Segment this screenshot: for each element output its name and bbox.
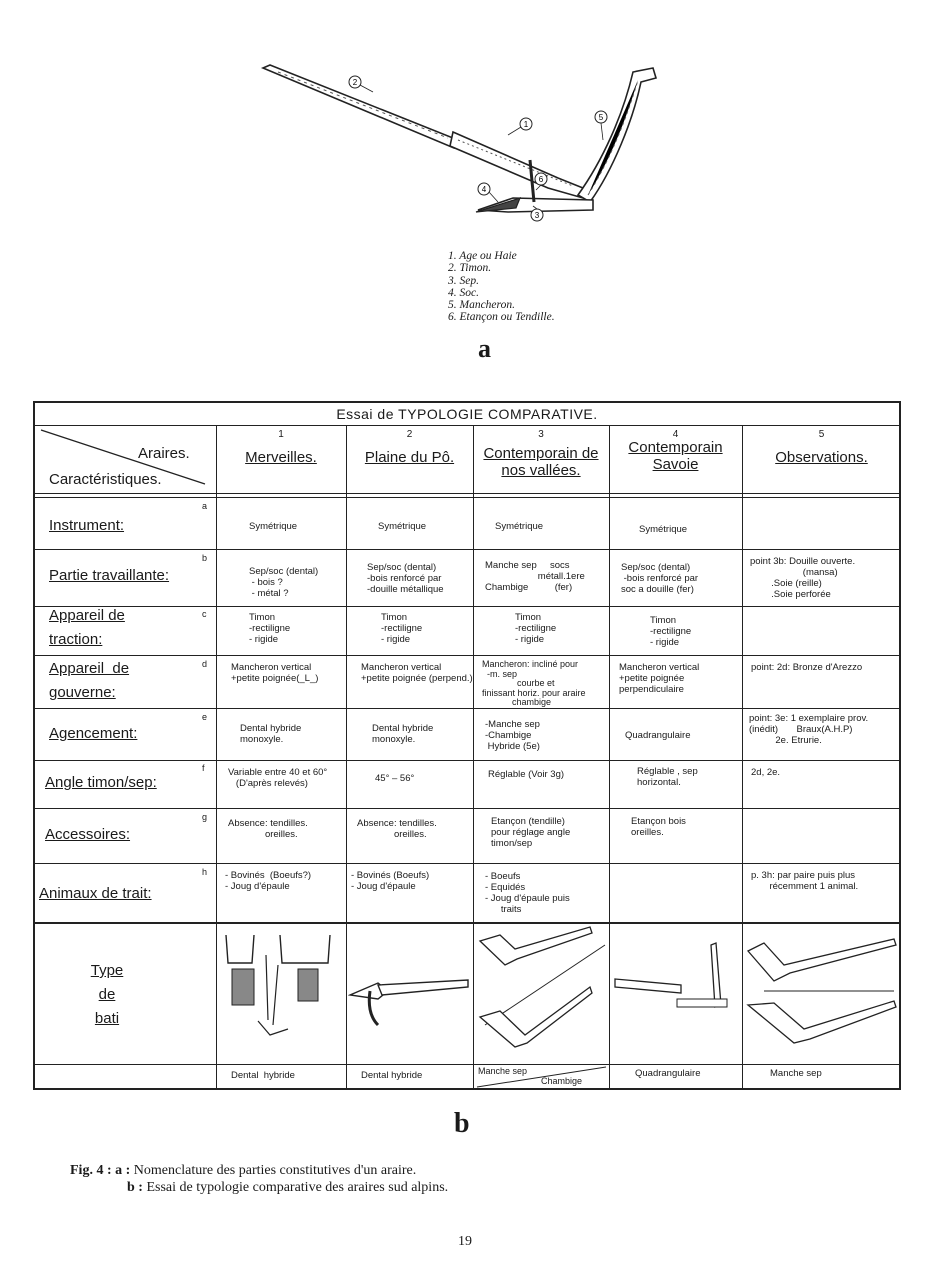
callout-1: 1: [523, 120, 529, 129]
cell: Mancheron vertical +petite poignée (perpend.): [361, 662, 473, 684]
footer-cell: Dental hybride: [231, 1070, 295, 1081]
cell: Timon -rectiligne - rigide: [381, 612, 423, 645]
cell: p. 3h: par paire puis plus récemment 1 animal.: [751, 870, 859, 892]
legend-item: 4. Soc.: [448, 286, 479, 299]
cell: Mancheron vertical +petite poignée(_L_): [231, 662, 319, 684]
callout-3: 3: [534, 211, 540, 220]
caption-b-key: b :: [127, 1180, 143, 1195]
cell: -Manche sep -Chambige Hybride (5e): [485, 719, 540, 752]
cell: 45° – 56°: [375, 773, 415, 784]
cell: 2d, 2e.: [751, 767, 781, 778]
column-merveilles: Merveilles.: [245, 449, 317, 466]
cell: Sep/soc (dental) -bois renforcé par -douille métallique: [367, 562, 444, 595]
row-label-appareil-gouverne: Appareil de gouverne:: [49, 660, 130, 701]
row-letter: b: [202, 553, 208, 563]
cell: Symétrique: [495, 521, 544, 532]
legend-item: 1. Age ou Haie: [448, 250, 517, 262]
cell: Quadrangulaire: [625, 730, 691, 741]
cell: Etançon (tendille) pour réglage angle timon/sep: [491, 816, 571, 849]
legend-item: 5. Mancheron.: [448, 299, 515, 312]
cell: - Boeufs - Equidés - Joug d'épaule puis traits: [485, 871, 570, 915]
row-letter: a: [202, 501, 208, 511]
table-title: Essai de TYPOLOGIE COMPARATIVE.: [35, 403, 899, 426]
caption-b-text: Essai de typologie comparative des araires sud alpins.: [146, 1180, 449, 1195]
column-number: 4: [672, 429, 679, 440]
corner-bottom-label: Caractéristiques.: [49, 471, 162, 488]
callout-6: 6: [538, 175, 544, 184]
row-label-agencement: Agencement:: [49, 725, 138, 742]
row-label-instrument: Instrument:: [49, 517, 125, 534]
cell: Variable entre 40 et 60° (D'après relevés): [228, 767, 328, 789]
column-contemporain-vallees: Contemporain de nos vallées.: [483, 445, 599, 479]
footer-cell: Chambige: [541, 1076, 583, 1086]
footer-cell: Manche sep: [770, 1068, 822, 1079]
cell: Etançon bois oreilles.: [631, 816, 686, 838]
column-number: 3: [538, 429, 544, 440]
column-contemporain-savoie: Contemporain Savoie: [628, 439, 723, 473]
row-letter: c: [202, 609, 207, 619]
caption-a-key: a :: [115, 1163, 131, 1178]
cell: Timon -rectiligne - rigide: [249, 612, 291, 645]
legend-item: 6. Etançon ou Tendille.: [448, 311, 555, 324]
cell: Réglable , sep horizontal.: [637, 766, 698, 788]
column-number: 1: [278, 429, 284, 440]
cell: Timon -rectiligne - rigide: [515, 612, 557, 645]
cell: Mancheron vertical +petite poignée perpendiculaire: [619, 662, 700, 695]
row-label-type-de-bati: Type de bati: [90, 962, 124, 1027]
cell: Absence: tendilles. oreilles.: [357, 818, 437, 840]
cell: Manche sep socs métall.1ere Chambige (fer): [485, 560, 585, 593]
legend-item: 2. Timon.: [448, 262, 492, 275]
callout-2: 2: [352, 78, 358, 87]
caption-fig-label: Fig. 4 :: [70, 1163, 112, 1178]
corner-top-label: Araires.: [138, 445, 190, 462]
row-label-accessoires: Accessoires:: [45, 826, 131, 843]
cell: point 3b: Douille ouverte. (mansa) .Soie (reille) .Soie perforée: [750, 556, 856, 600]
typology-table: [33, 401, 901, 1090]
row-label-partie-travaillante: Partie travaillante:: [49, 567, 170, 584]
legend-item: 3. Sep.: [448, 274, 479, 287]
callout-4: 4: [481, 185, 487, 194]
nomenclature-legend: [448, 250, 555, 324]
cell: Timon -rectiligne - rigide: [650, 615, 692, 648]
cell: Symétrique: [249, 521, 298, 532]
bati-sketch-observations: [744, 925, 901, 1063]
bati-sketch-contemporain-savoie: [611, 925, 741, 1063]
cell: Dental hybride monoxyle.: [372, 723, 434, 745]
cell: point: 3e: 1 exemplaire prov. (inédit) Braux(A.H.P) 2e. Etrurie.: [749, 713, 869, 746]
cell: Absence: tendilles. oreilles.: [228, 818, 308, 840]
column-plaine-du-po: Plaine du Pô.: [364, 449, 455, 466]
cell: Sep/soc (dental) -bois renforcé par soc a douille (fer): [621, 562, 699, 595]
row-label-angle: Angle timon/sep:: [45, 774, 157, 791]
row-label-animaux: Animaux de trait:: [39, 885, 152, 902]
footer-cell: Manche sep: [478, 1066, 528, 1076]
cell: Symétrique: [639, 524, 688, 535]
figure-caption: [70, 1162, 448, 1196]
cell: Symétrique: [378, 521, 427, 532]
column-number: 5: [818, 429, 825, 440]
cell: - Bovinés (Boeufs) - Joug d'épaule: [351, 870, 430, 892]
row-letter: e: [202, 712, 208, 722]
column-number: 2: [406, 429, 413, 440]
footer-cell: Dental hybride: [361, 1070, 423, 1081]
caption-a-text: Nomenclature des parties constitutives d'un araire.: [133, 1163, 417, 1178]
bati-sketch-merveilles: [218, 925, 345, 1063]
figure-a-label: a: [478, 334, 491, 363]
figure-b-label: b: [454, 1108, 470, 1139]
cell: Mancheron: incliné pour -m. sep courbe et finissant horiz. pour araire chambige: [482, 659, 586, 708]
row-label-appareil-traction: Appareil de traction:: [49, 607, 125, 648]
cell: Sep/soc (dental) - bois ? - métal ?: [249, 566, 319, 599]
row-letter: g: [202, 812, 208, 822]
column-observations: Observations.: [775, 449, 868, 466]
page-number: 19: [458, 1234, 472, 1249]
footer-cell: Quadrangulaire: [635, 1068, 701, 1079]
callout-5: 5: [598, 113, 604, 122]
row-letter: f: [202, 763, 205, 773]
row-letter: d: [202, 659, 208, 669]
bati-sketch-contemporain-vallees: [475, 925, 608, 1063]
cell: - Bovinés (Boeufs?) - Joug d'épaule: [225, 870, 312, 892]
bati-sketch-plaine-du-po: [348, 925, 472, 1063]
cell: Dental hybride monoxyle.: [240, 723, 302, 745]
plough-nomenclature-drawing: [258, 60, 668, 235]
row-letter: h: [202, 867, 208, 877]
cell: point: 2d: Bronze d'Arezzo: [751, 662, 863, 673]
cell: Réglable (Voir 3g): [488, 769, 565, 780]
